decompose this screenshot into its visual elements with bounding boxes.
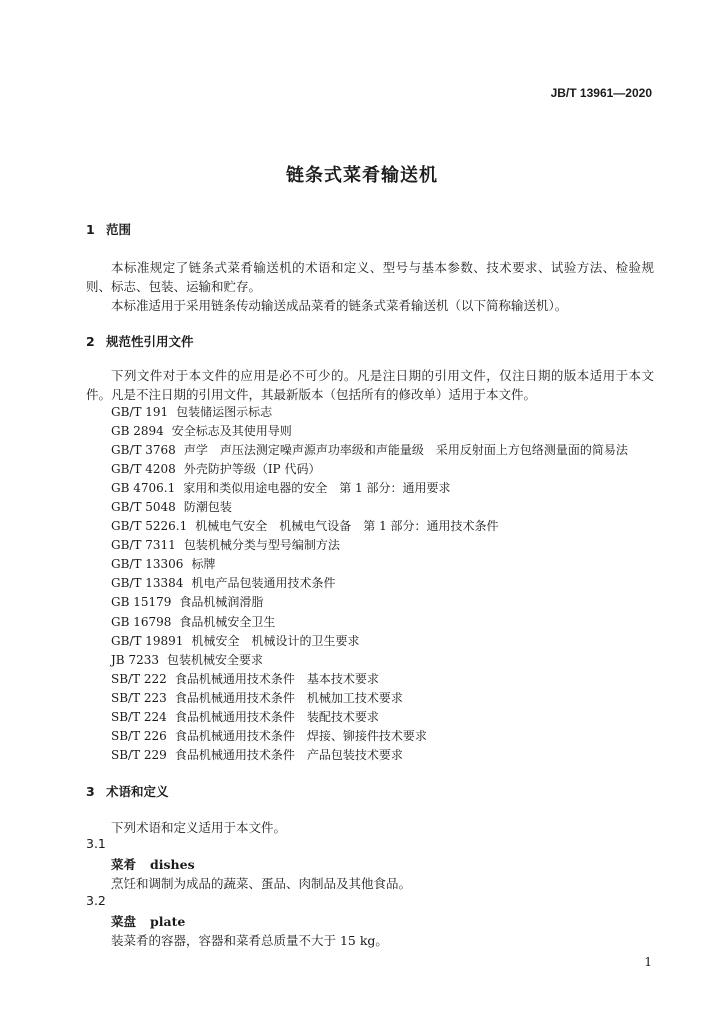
reference-item <box>111 574 628 593</box>
reference-title: 食品机械通用技术条件 焊接、铆接件技术要求 <box>174 728 427 743</box>
section-title: 规范性引用文件 <box>106 334 194 349</box>
reference-title: 家用和类似用途电器的安全 第 1 部分：通用要求 <box>183 481 451 496</box>
scope-paragraph-2: 本标准适用于采用链条传动输送成品菜肴的链条式菜肴输送机（以下简称输送机）。 <box>111 298 568 313</box>
section-title: 范围 <box>106 222 132 237</box>
reference-code: GB/T 5226.1 <box>111 519 188 534</box>
reference-code: GB/T 191 <box>111 405 169 419</box>
reference-code: SB/T 222 <box>111 671 167 686</box>
reference-item <box>111 689 628 708</box>
reference-item <box>111 708 628 727</box>
section-number: 1 <box>86 222 95 237</box>
reference-item <box>111 422 628 441</box>
reference-title: 机械电气安全 机械电气设备 第 1 部分：通用技术条件 <box>195 519 499 534</box>
reference-title: 安全标志及其使用导则 <box>171 424 292 439</box>
section-3-heading <box>86 782 169 800</box>
term-en: plate <box>150 914 186 929</box>
term-zh: 菜肴 <box>111 857 137 872</box>
term-definition: 装菜肴的容器，容器和菜肴总质量不大于 15 kg。 <box>111 933 388 948</box>
reference-title: 包装机械分类与型号编制方法 <box>183 538 340 553</box>
reference-code: GB/T 5048 <box>111 500 176 515</box>
section-title: 术语和定义 <box>106 784 169 799</box>
reference-item <box>111 460 628 479</box>
reference-list <box>111 403 628 765</box>
reference-code: SB/T 229 <box>111 747 167 762</box>
term-name <box>111 912 185 930</box>
term-name <box>111 855 195 873</box>
page-number: 1 <box>644 955 652 969</box>
reference-item <box>111 403 628 422</box>
reference-item <box>111 651 628 670</box>
reference-title: 外壳防护等级（IP 代码） <box>183 462 321 477</box>
reference-title: 食品机械通用技术条件 产品包装技术要求 <box>174 747 403 762</box>
term-en: dishes <box>150 857 195 872</box>
reference-item <box>111 498 628 517</box>
reference-code: GB 2894 <box>111 424 164 439</box>
reference-item <box>111 632 628 651</box>
term-number: 3.1 <box>86 836 106 851</box>
reference-title: 食品机械润滑脂 <box>179 595 264 610</box>
reference-title: 机械安全 机械设计的卫生要求 <box>191 633 360 648</box>
standard-number: JB/T 13961—2020 <box>550 86 652 100</box>
term-definition: 烹饪和调制为成品的蔬菜、蛋品、肉制品及其他食品。 <box>111 876 412 891</box>
reference-code: GB/T 3768 <box>111 443 176 458</box>
reference-code: GB 15179 <box>111 595 172 610</box>
section-number: 3 <box>86 784 95 799</box>
reference-item <box>111 613 628 632</box>
reference-title: 包装机械安全要求 <box>166 652 263 667</box>
reference-item <box>111 555 628 574</box>
reference-code: SB/T 224 <box>111 709 167 724</box>
scope-paragraph-1: 本标准规定了链条式菜肴输送机的术语和定义、型号与基本参数、技术要求、试验方法、检验规则、标志、包装、运输和贮存。 <box>86 260 654 294</box>
reference-code: GB/T 7311 <box>111 538 176 553</box>
reference-code: JB 7233 <box>111 652 159 667</box>
reference-code: SB/T 223 <box>111 690 167 705</box>
reference-item <box>111 727 628 746</box>
reference-item <box>111 746 628 765</box>
reference-item <box>111 479 628 498</box>
reference-title: 食品机械通用技术条件 基本技术要求 <box>174 671 379 686</box>
term-zh: 菜盘 <box>111 914 137 929</box>
reference-title: 机电产品包装通用技术条件 <box>191 576 336 591</box>
reference-title: 标牌 <box>191 557 216 572</box>
reference-code: SB/T 226 <box>111 728 167 743</box>
reference-code: GB 16798 <box>111 614 172 629</box>
term-number: 3.2 <box>86 893 106 908</box>
reference-code: GB/T 19891 <box>111 633 184 648</box>
document-title: 链条式菜肴输送机 <box>286 165 438 186</box>
section-2-heading <box>86 332 194 350</box>
reference-title: 防潮包装 <box>183 500 232 515</box>
reference-title: 食品机械安全卫生 <box>179 614 276 629</box>
reference-title: 食品机械通用技术条件 机械加工技术要求 <box>174 690 403 705</box>
reference-item <box>111 441 628 460</box>
reference-title: 包装储运图示标志 <box>176 405 273 419</box>
reference-code: GB/T 13306 <box>111 557 184 572</box>
references-intro: 下列文件对于本文件的应用是必不可少的。凡是注日期的引用文件，仅注日期的版本适用于本文件。凡是不注日期的引用文件，其最新版本（包括所有的修改单）适用于本文件。 <box>86 368 654 402</box>
reference-title: 食品机械通用技术条件 装配技术要求 <box>174 709 379 724</box>
reference-item <box>111 670 628 689</box>
reference-item <box>111 536 628 555</box>
reference-item <box>111 517 628 536</box>
terms-intro: 下列术语和定义适用于本文件。 <box>111 820 287 835</box>
section-1-heading <box>86 220 131 238</box>
reference-title: 声学 声压法测定噪声源声功率级和声能量级 采用反射面上方包络测量面的简易法 <box>183 443 628 458</box>
reference-code: GB/T 13384 <box>111 576 184 591</box>
reference-code: GB 4706.1 <box>111 481 176 496</box>
reference-item <box>111 593 628 612</box>
section-number: 2 <box>86 334 95 349</box>
reference-code: GB/T 4208 <box>111 462 176 477</box>
